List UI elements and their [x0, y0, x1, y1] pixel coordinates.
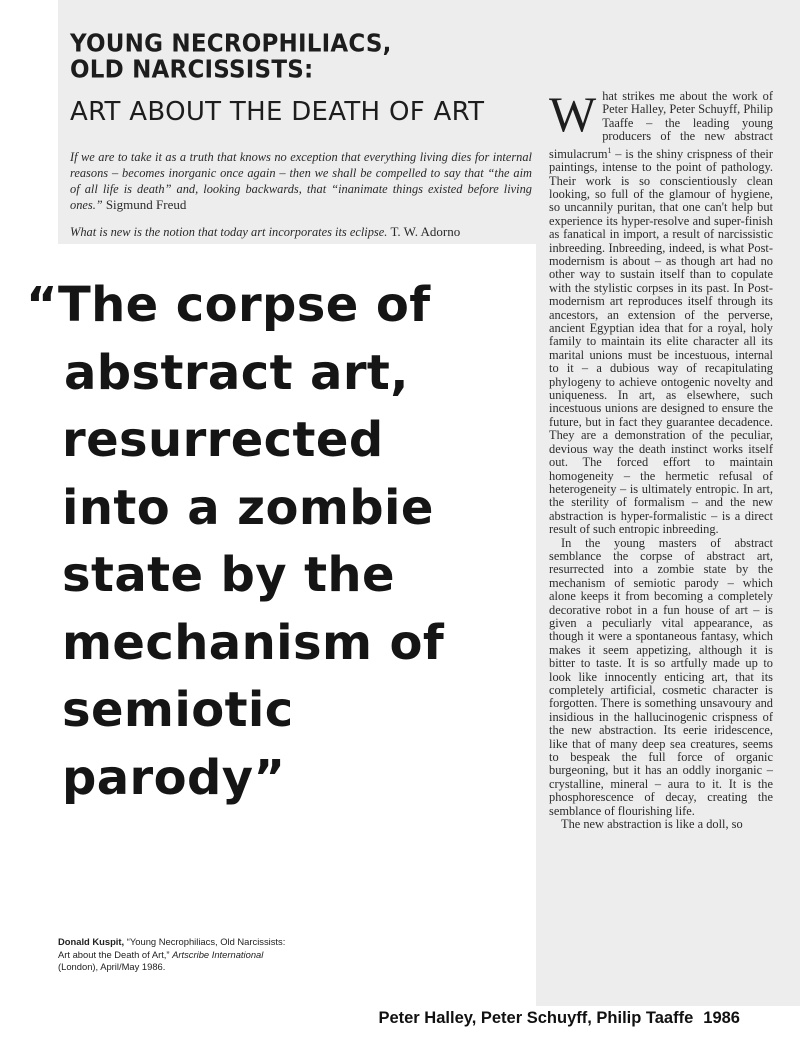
footnote-mark: 1 — [607, 145, 612, 155]
epigraph-freud-author: Sigmund Freud — [105, 197, 187, 212]
caption-details: (London), April/May 1986. — [58, 961, 166, 972]
epigraph-freud — [70, 149, 532, 213]
pull-quote-line: mechanism of — [62, 614, 445, 671]
caption-title: “Young Necrophiliacs, Old Narcissists: Art about the Death of Art,” — [58, 936, 286, 960]
page-footer — [378, 1009, 740, 1028]
pull-quote-line: parody” — [62, 749, 286, 806]
epigraph-freud-text: If we are to take it as a truth that knows no exception that everything living dies for internal reasons – becomes inorganic once again – then we shall be compelled to say that “the aim of all life is death” and, looking backwards, that “inanimate things existed before living ones.” — [70, 150, 532, 212]
body-paragraph-3: The new abstraction is like a doll, so — [561, 817, 743, 832]
pull-quote-line: resurrected — [62, 412, 384, 468]
title-line-2: OLD NARCISSISTS: — [70, 56, 314, 85]
pull-quote-line: abstract art, — [64, 344, 409, 401]
epigraph-adorno-author: T. W. Adorno — [390, 224, 461, 239]
article-body-column — [549, 86, 773, 832]
pull-quote — [26, 272, 536, 812]
source-caption — [58, 936, 298, 974]
body-paragraph-1-start: hat strikes me about the work of Peter Halley, Peter Schuyff, Philip Taaffe – the leading young producers of the new abstract simulacrum — [549, 89, 773, 161]
footer-year: 1986 — [703, 1009, 740, 1027]
drop-cap: W — [549, 86, 597, 142]
epigraph-adorno-text: What is new is the notion that today art incorporates its eclipse. — [70, 225, 388, 239]
article-title — [70, 30, 484, 128]
title-line-1: YOUNG NECROPHILIACS, — [70, 30, 392, 59]
body-paragraph-1 — [549, 86, 773, 537]
epigraph-adorno — [70, 224, 532, 240]
pull-quote-line: into a zombie — [62, 479, 434, 536]
pull-quote-line: semiotic — [62, 682, 294, 738]
pull-quote-line: “The corpse of — [26, 277, 431, 333]
body-paragraph-2: In the young masters of abstract semblance the corpse of abstract art, resurrected into a zombie state by the mechanism of semiotic parody – which alone keeps it from becoming a completely decorative robot in a fun house of art – is given a peculiarly vital appearance, as though it were a spontaneous fantasy, which makes it seem appetizing, although it is bitter to taste. It is so artfully made up to look like innocently enticing art, that its completely artificial, cosmetic character is forgotten. There is something unsavoury and insidious in the hallucinogenic crispness of the new abstraction. Its eerie iridescence, like that of many deep sea creatures, seems to bespeak the full force of organic burgeoning, but it has an oddly inorganic – crystalline, mineral – aura to it. It is the phosphorescence of decay, creating the semblance of flourishing life. — [549, 535, 773, 818]
caption-author: Donald Kuspit, — [58, 936, 125, 947]
title-line-3: ART ABOUT THE DEATH OF ART — [70, 97, 485, 127]
body-paragraph-1-rest: – is the shiny crispness of their paintings, intense to the point of pathology. Their work is so conscientiously clean looking, so full of the glamour of hygiene, so uncannily puritan, that one can't help but experience its hyper-resolve and super-finish as fanatical in import, a result of narcissistic inbreeding. Inbreeding, indeed, is what Post-modernism is about – as though art had no other way to sustain itself than to copulate with the stylistic corpses in its past. In Post-modernism art reproduces itself through its ancestors, an extension of the perverse, ancient Egyptian idea that for a royal, holy family to maintain its elite character all its marital unions must be incestuous, internal to it – a dubious way of recapitulating phylogeny to achieve ontogenic novelty and uniqueness. In art, as elsewhere, such incestuous unions are designed to ensure the future, but in fact they guarantee decadence. They are a demonstration of the peculiar, devious way the death instinct works itself out. The forced effort to maintain homogeneity – the hermetic refusal of heterogeneity – is ultimately entropic. In art, the sterility of formalism – and the new abstraction is hyper-formalistic – is a direct result of such entropic inbreeding. — [549, 146, 773, 537]
footer-artists: Peter Halley, Peter Schuyff, Philip Taaffe — [378, 1009, 694, 1027]
caption-publication: Artscribe International — [172, 948, 264, 960]
pull-quote-line: state by the — [62, 547, 395, 603]
